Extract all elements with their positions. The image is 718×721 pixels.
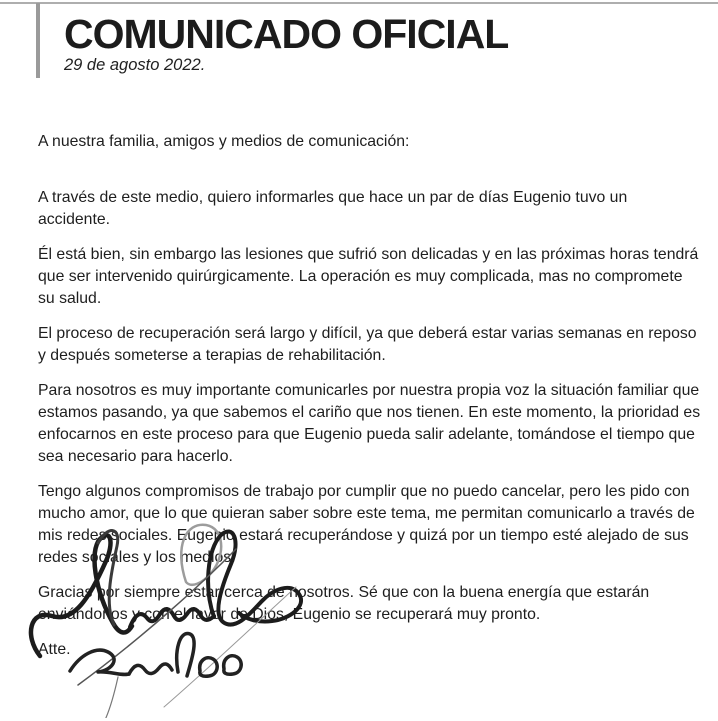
paragraph: Para nosotros es muy importante comunicarles por nuestra propia voz la situación familiar que estamos pasando, ya que sabemos el cariño que nos tienen. En este momento, la prioridad es enfocarnos en este proceso para que Eugenio pueda salir adelante, tomándose el tiempo que sea necesario para hacerlo. xyxy=(38,382,701,465)
paragraph: Gracias por siempre estar cerca de nosotros. Sé que con la buena energía que estarán enviándonos y con el favor de Dios, Eugenio se recuperará muy pronto. xyxy=(38,584,650,623)
signoff-label: Atte. xyxy=(38,641,71,658)
letter-body xyxy=(38,131,702,661)
header xyxy=(64,13,684,75)
header-accent-bar xyxy=(36,3,40,78)
paragraph: A través de este medio, quiero informarles que hace un par de días Eugenio tuvo un accidente. xyxy=(38,189,628,228)
page-title: COMUNICADO OFICIAL xyxy=(64,11,509,57)
greeting-line: A nuestra familia, amigos y medios de comunicación: xyxy=(38,133,410,150)
statement-date: 29 de agosto 2022. xyxy=(64,56,206,74)
top-border-line xyxy=(0,2,718,4)
paragraph: El proceso de recuperación será largo y difícil, ya que deberá estar varias semanas en reposo y después someterse a terapias de rehabilitación. xyxy=(38,325,697,364)
paragraph: Tengo algunos compromisos de trabajo por cumplir que no puedo cancelar, pero les pido con mucho amor, que lo que quieran saber sobre este tema, me permitan comunicarlo a través de mis redes sociales. Eugenio estará recuperándose y quizá por un tiempo esté alejado de sus redes sociales y los medios. xyxy=(38,483,695,566)
paragraph: Él está bien, sin embargo las lesiones que sufrió son delicadas y en las próximas horas tendrá que ser intervenido quirúrgicamente. La operación es muy complicada, mas no compromete su salud. xyxy=(38,246,699,307)
